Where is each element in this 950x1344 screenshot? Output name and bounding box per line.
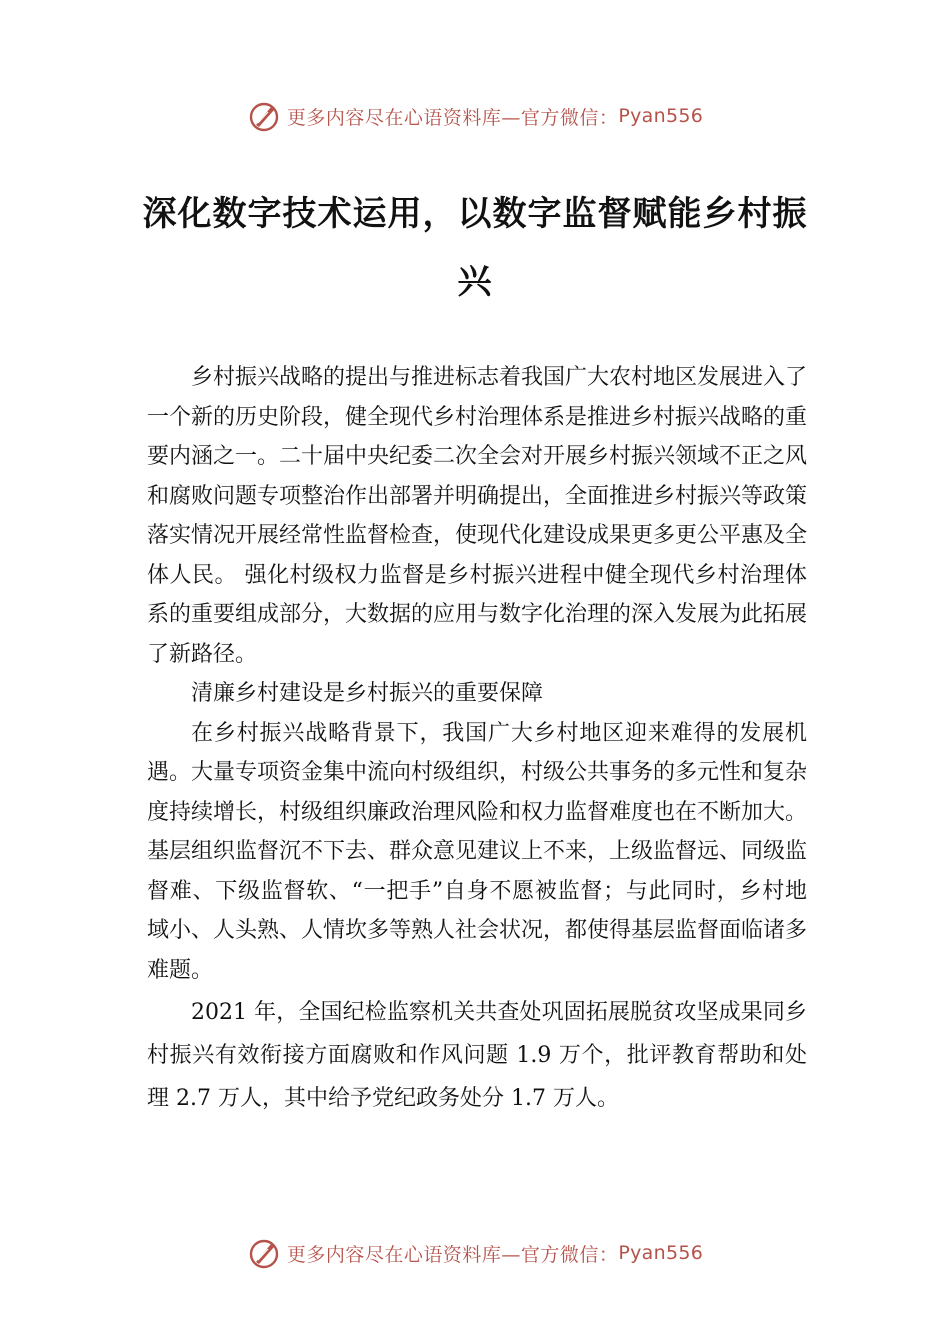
watermark-wechat-id: Pyan556	[618, 105, 704, 127]
watermark-text: 更多内容尽在心语资料库—官方微信：	[286, 1243, 619, 1266]
paragraph: 在乡村振兴战略背景下，我国广大乡村地区迎来难得的发展机遇。大量专项资金集中流向村级组织，村级公共事务的多元性和复杂度持续增长，村级组织廉政治理风险和权力监督难度也在不断加大。基层组织监督沉不下去、群众意见建议上不来，上级监督远、同级监督难、下级监督软、“一把手”自身不愿被监督；与此同时，乡村地域小、人头熟、人情坎多等熟人社会状况，都使得基层监督面临诸多难题。	[147, 720, 808, 983]
watermark-wechat-id: Pyan556	[618, 1242, 704, 1264]
document-body	[147, 358, 807, 1120]
watermark-footer	[0, 1233, 950, 1273]
quill-logo-icon	[247, 1236, 281, 1270]
section-heading: 清廉乡村建设是乡村振兴的重要保障	[191, 681, 544, 706]
document-title: 深化数字技术运用，以数字监督赋能乡村振兴	[142, 194, 808, 302]
watermark-text: 更多内容尽在心语资料库—官方微信：	[286, 106, 619, 129]
watermark-header	[0, 96, 950, 136]
quill-logo-icon	[247, 99, 281, 133]
paragraph: 2021 年，全国纪检监察机关共查处巩固拓展脱贫攻坚成果同乡村振兴有效衔接方面腐败和作风问题 1.9 万个，批评教育帮助和处理 2.7 万人，其中给予党纪政务处分 1.7 万人。	[147, 1000, 807, 1111]
paragraph: 乡村振兴战略的提出与推进标志着我国广大农村地区发展进入了一个新的历史阶段，健全现代乡村治理体系是推进乡村振兴战略的重要内涵之一。二十届中央纪委二次全会对开展乡村振兴领域不正之风和腐败问题专项整治作出部署并明确提出，全面推进乡村振兴等政策落实情况开展经常性监督检查，使现代化建设成果更多更公平惠及全体人民。 强化村级权力监督是乡村振兴进程中健全现代乡村治理体系的重要组成部分，大数据的应用与数字化治理的深入发展为此拓展了新路径。	[147, 365, 808, 667]
